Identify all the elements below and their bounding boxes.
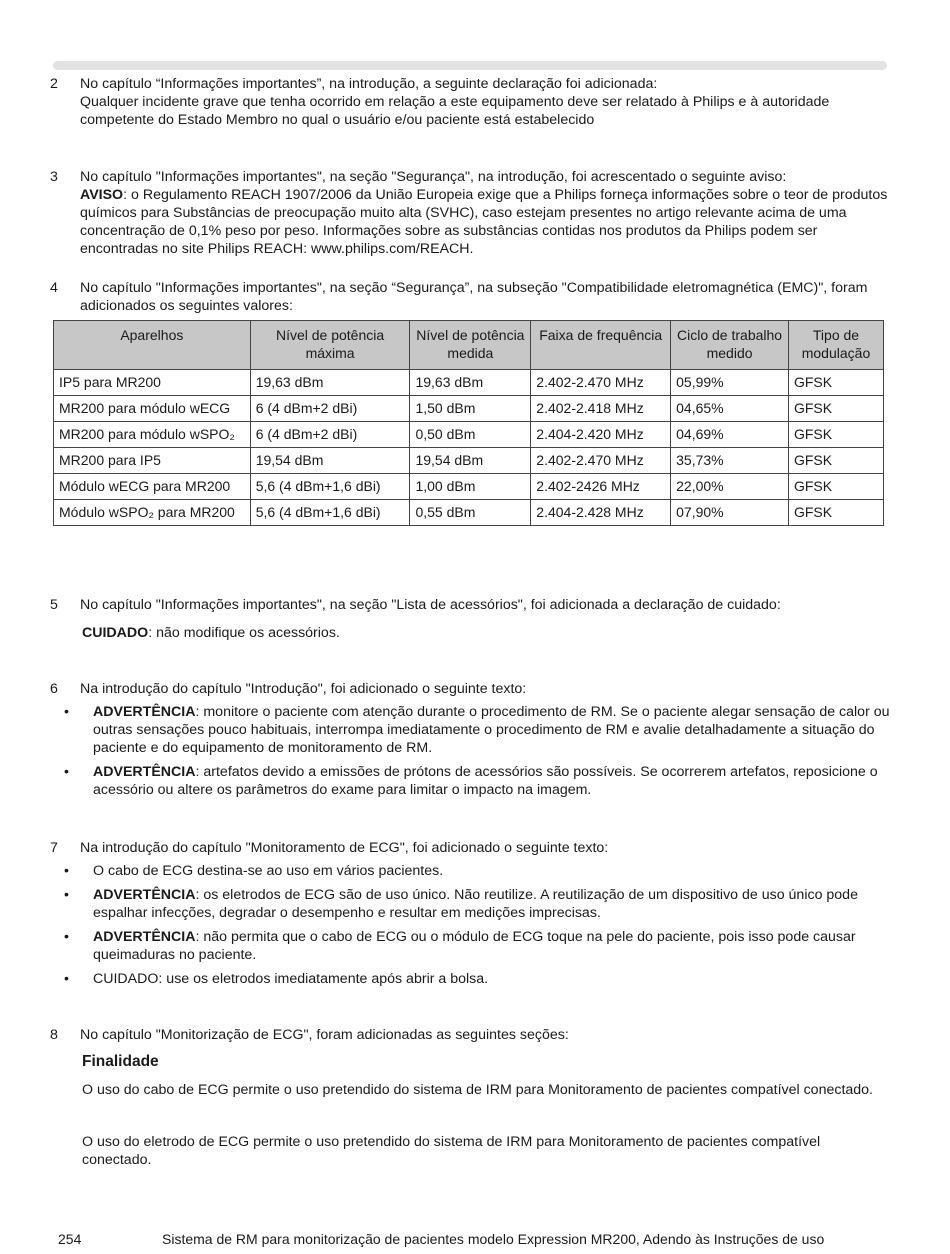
item-number: 7: [50, 840, 58, 856]
table-cell: 2.402-2.470 MHz: [531, 448, 671, 474]
table-cell: GFSK: [788, 370, 883, 396]
emc-values-table: [53, 320, 884, 526]
table-header-row: [54, 321, 884, 370]
table-row: [54, 370, 884, 396]
table-cell: 0,55 dBm: [410, 500, 531, 526]
item-statement: Qualquer incidente grave que tenha ocorrido em relação a este equipamento deve ser relatado à Philips e à autoridade competente do Estado Membro no qual o usuário e/ou paciente está estabelecido: [80, 94, 830, 128]
table-row: [54, 474, 884, 500]
table-cell: 04,65%: [671, 396, 789, 422]
table-cell: GFSK: [788, 448, 883, 474]
list-item: • ADVERTÊNCIA: artefatos devido a emissões de prótons de acessórios são possíveis. Se ocorrerem artefatos, reposicione o acessório ou altere os parâmetros do exame para limitar o impacto na imagem.: [64, 764, 878, 798]
caution-text: CUIDADO: não modifique os acessórios.: [82, 625, 340, 641]
table-row: [54, 396, 884, 422]
item-7: [50, 839, 890, 994]
column-header: Tipo de modulação: [788, 321, 883, 370]
item-intro: No capítulo "Informações importantes", na seção "Lista de acessórios", foi adicionada a declaração de cuidado:: [80, 597, 781, 613]
bullet-list: [64, 862, 890, 988]
table-cell: 2.404-2.420 MHz: [531, 422, 671, 448]
table-cell: 19,54 dBm: [250, 448, 410, 474]
table-row: [54, 448, 884, 474]
table-cell: GFSK: [788, 500, 883, 526]
table-cell: GFSK: [788, 422, 883, 448]
table-cell: 5,6 (4 dBm+1,6 dBi): [250, 474, 410, 500]
table-cell: 6 (4 dBm+2 dBi): [250, 422, 410, 448]
table-cell: IP5 para MR200: [54, 370, 251, 396]
bullet-list: [64, 703, 890, 799]
table-cell: 35,73%: [671, 448, 789, 474]
item-3: [50, 168, 890, 258]
item-6: [50, 680, 890, 805]
table-row: [54, 500, 884, 526]
table-cell: MR200 para IP5: [54, 448, 251, 474]
caution-label: CUIDADO: [82, 625, 149, 641]
table-row: [54, 422, 884, 448]
section-paragraph: O uso do eletrodo de ECG permite o uso pretendido do sistema de IRM para Monitoramento de pacientes compatível conectado.: [82, 1134, 821, 1168]
list-item: • ADVERTÊNCIA: os eletrodos de ECG são de uso único. Não reutilize. A reutilização de um dispositivo de uso único pode espalhar infecções, degradar o desempenho e resultar em medições imprecisas.: [64, 887, 858, 921]
table-cell: 5,6 (4 dBm+1,6 dBi): [250, 500, 410, 526]
table-cell: 0,50 dBm: [410, 422, 531, 448]
item-number: 3: [50, 169, 58, 185]
item-intro: No capítulo "Monitorização de ECG", foram adicionadas as seguintes seções:: [80, 1027, 569, 1043]
item-8: [50, 1026, 890, 1169]
list-item: • ADVERTÊNCIA: monitore o paciente com atenção durante o procedimento de RM. Se o paciente alegar sensação de calor ou outras sensações pouco habituais, interrompa imediatamente o procedimento de RM e avalie detalhadamente a situação do paciente e do equipamento de monitoramento de RM.: [64, 704, 890, 756]
table-cell: 04,69%: [671, 422, 789, 448]
item-intro: Na introdução do capítulo "Introdução", foi adicionado o seguinte texto:: [80, 681, 527, 697]
warning-label: ADVERTÊNCIA: [93, 887, 196, 903]
warning-label: ADVERTÊNCIA: [93, 929, 196, 945]
table-cell: 6 (4 dBm+2 dBi): [250, 396, 410, 422]
item-5: [50, 596, 890, 642]
page-number: 254: [58, 1231, 82, 1247]
table-cell: MR200 para módulo wECG: [54, 396, 251, 422]
table-cell: 2.402-2.470 MHz: [531, 370, 671, 396]
item-4: [50, 279, 890, 315]
bullet-icon: •: [64, 764, 69, 780]
table-cell: 1,50 dBm: [410, 396, 531, 422]
header-bar: [53, 61, 887, 70]
item-number: 5: [50, 597, 58, 613]
column-header: Ciclo de trabalho medido: [671, 321, 789, 370]
table-cell: 19,63 dBm: [410, 370, 531, 396]
warning-label: ADVERTÊNCIA: [93, 704, 196, 720]
section-paragraph: O uso do cabo de ECG permite o uso pretendido do sistema de IRM para Monitoramento de pacientes compatível conectado.: [82, 1082, 874, 1098]
table-cell: 19,54 dBm: [410, 448, 531, 474]
table-cell: MR200 para módulo wSPO₂: [54, 422, 251, 448]
item-intro: No capítulo "Informações importantes", na seção "Segurança", na introdução, foi acrescentado o seguinte aviso:: [80, 169, 787, 185]
warning-label: AVISO: [80, 187, 124, 203]
list-item: • ADVERTÊNCIA: não permita que o cabo de ECG ou o módulo de ECG toque na pele do paciente, pois isso pode causar queimaduras no paciente.: [64, 929, 856, 963]
list-item: • O cabo de ECG destina-se ao uso em vários pacientes.: [64, 863, 444, 879]
column-header: Aparelhos: [54, 321, 251, 370]
table-cell: GFSK: [788, 396, 883, 422]
bullet-icon: •: [64, 971, 69, 987]
table-cell: 1,00 dBm: [410, 474, 531, 500]
table-cell: Módulo wECG para MR200: [54, 474, 251, 500]
item-intro: No capítulo "Informações importantes", na seção “Segurança”, na subseção "Compatibilidade eletromagnética (EMC)", foram adicionados os seguintes valores:: [80, 280, 868, 314]
item-number: 8: [50, 1027, 58, 1043]
footer-title: Sistema de RM para monitorização de pacientes modelo Expression MR200, Adendo às Instruções de uso: [162, 1231, 825, 1247]
item-2: [50, 75, 890, 129]
column-header: Faixa de frequência: [531, 321, 671, 370]
column-header: Nível de potência medida: [410, 321, 531, 370]
table-cell: GFSK: [788, 474, 883, 500]
bullet-icon: •: [64, 887, 69, 903]
table-cell: 2.404-2.428 MHz: [531, 500, 671, 526]
item-intro: Na introdução do capítulo "Monitoramento de ECG", foi adicionado o seguinte texto:: [80, 840, 609, 856]
table-cell: 19,63 dBm: [250, 370, 410, 396]
warning-text: AVISO: o Regulamento REACH 1907/2006 da União Europeia exige que a Philips forneça informações sobre o teor de produtos químicos para Substâncias de preocupação muito alta (SVHC), caso estejam presentes no artigo relevante acima de uma concentração de 0,1% peso por peso. Informações sobre as substâncias contidas nos produtos da Philips podem ser encontradas no site Philips REACH: www.philips.com/REACH.: [80, 187, 888, 257]
item-number: 4: [50, 280, 58, 296]
list-item: • CUIDADO: use os eletrodos imediatamente após abrir a bolsa.: [64, 971, 489, 987]
table-cell: 05,99%: [671, 370, 789, 396]
bullet-icon: •: [64, 704, 69, 720]
column-header: Nível de potência máxima: [250, 321, 410, 370]
item-number: 6: [50, 681, 58, 697]
table-cell: 2.402-2426 MHz: [531, 474, 671, 500]
table-cell: Módulo wSPO₂ para MR200: [54, 500, 251, 526]
table-cell: 22,00%: [671, 474, 789, 500]
bullet-icon: •: [64, 929, 69, 945]
bullet-icon: •: [64, 863, 69, 879]
warning-label: ADVERTÊNCIA: [93, 764, 196, 780]
table-cell: 2.402-2.418 MHz: [531, 396, 671, 422]
table-cell: 07,90%: [671, 500, 789, 526]
section-title: Finalidade: [82, 1053, 159, 1070]
item-number: 2: [50, 76, 58, 92]
item-intro: No capítulo “Informações importantes”, na introdução, a seguinte declaração foi adicionada:: [80, 76, 658, 92]
